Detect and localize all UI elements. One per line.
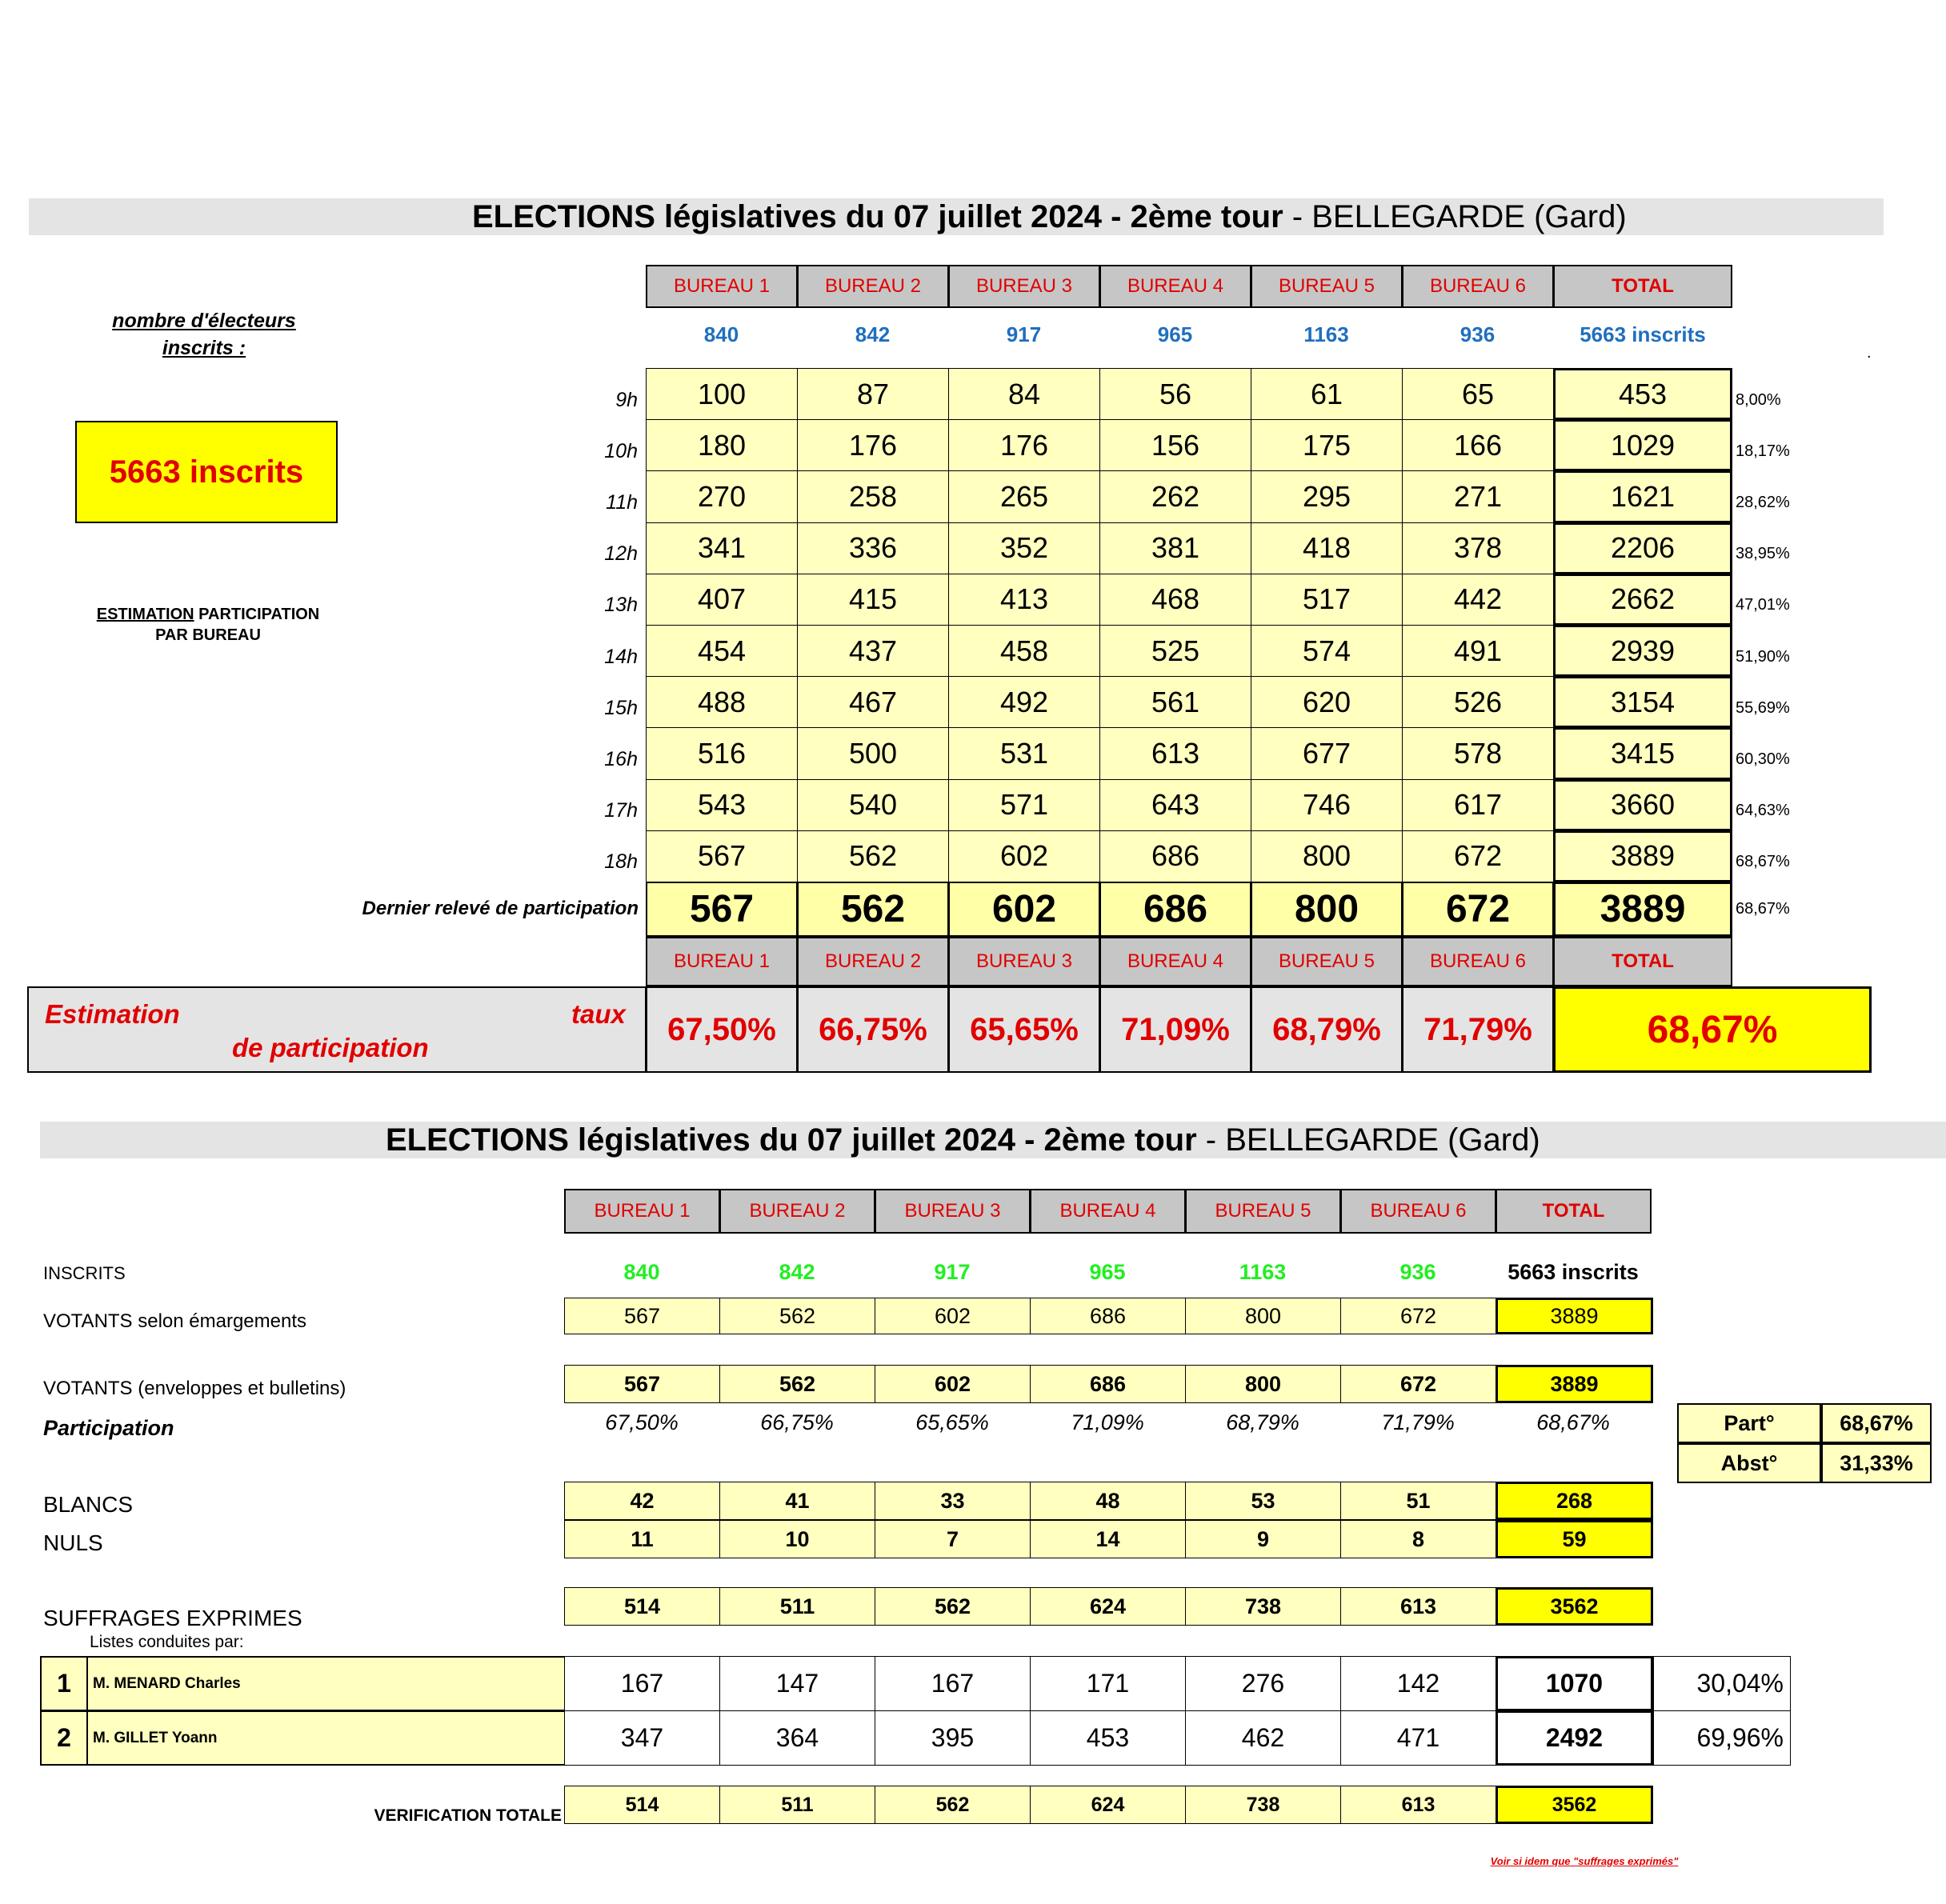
top-hour-cell: 61 bbox=[1251, 368, 1403, 420]
bottom-title bbox=[386, 1120, 1540, 1160]
participation-cell: 67,50% bbox=[605, 1410, 679, 1434]
last-reading-pct: 68,67% bbox=[1736, 900, 1790, 918]
top-header-bureau-1: BUREAU 1 bbox=[646, 265, 798, 308]
top-hour-pct: 60,30% bbox=[1736, 750, 1790, 768]
participation-cell: 66,75% bbox=[760, 1410, 834, 1434]
bottom-header-total: TOTAL bbox=[1496, 1189, 1652, 1234]
taux-cell: 65,65% bbox=[948, 986, 1100, 1073]
candidate-cell: 147 bbox=[719, 1656, 875, 1711]
top-hour-total: 1621 bbox=[1553, 470, 1732, 522]
top-header-bureau-4: BUREAU 4 bbox=[1099, 265, 1251, 308]
top-hour-cell: 458 bbox=[948, 625, 1100, 677]
last-reading-cell: 602 bbox=[948, 882, 1100, 937]
votants_em-cell: 562 bbox=[719, 1298, 875, 1334]
suffrages-label: SUFFRAGES EXPRIMES bbox=[43, 1606, 302, 1630]
votants-emargements-label: VOTANTS selon émargements bbox=[43, 1310, 307, 1332]
last-reading-label: Dernier relevé de participation bbox=[362, 898, 639, 919]
top-hour-cell: 643 bbox=[1099, 779, 1251, 831]
top-hour-label: 18h bbox=[604, 850, 638, 874]
nuls-cell: 8 bbox=[1340, 1520, 1496, 1558]
top-hour-cell: 574 bbox=[1251, 625, 1403, 677]
suffrages-cell: 514 bbox=[564, 1587, 720, 1626]
votants_em-cell: 602 bbox=[875, 1298, 1031, 1334]
candidate-cell: 142 bbox=[1340, 1656, 1496, 1711]
last-reading-cell: 686 bbox=[1099, 882, 1251, 937]
abst-value: 31,33% bbox=[1821, 1443, 1932, 1483]
top-inscrits-bureau-1: 840 bbox=[703, 322, 739, 346]
top-hour-cell: 672 bbox=[1402, 830, 1554, 882]
bottom-inscrits-cell: 1163 bbox=[1239, 1259, 1287, 1284]
top-hour-cell: 488 bbox=[646, 676, 798, 728]
nuls-label: NULS bbox=[43, 1530, 103, 1555]
suffrages-cell: 511 bbox=[719, 1587, 875, 1626]
votants_env-cell: 602 bbox=[875, 1365, 1031, 1403]
taux-cell: 71,09% bbox=[1099, 986, 1251, 1073]
top-hour-cell: 468 bbox=[1099, 574, 1251, 626]
top-hour-total: 3889 bbox=[1553, 830, 1732, 882]
top-hour-cell: 500 bbox=[797, 727, 949, 779]
top-hour-cell: 677 bbox=[1251, 727, 1403, 779]
verification-cell: 738 bbox=[1185, 1786, 1341, 1824]
blancs-total: 268 bbox=[1496, 1482, 1653, 1520]
top-hour-label: 16h bbox=[604, 747, 638, 770]
top-hour-total: 453 bbox=[1553, 368, 1732, 420]
top-footer-header-bureau-1: BUREAU 1 bbox=[646, 937, 798, 986]
top-hour-cell: 378 bbox=[1402, 522, 1554, 574]
candidate-total: 1070 bbox=[1496, 1656, 1653, 1711]
nuls-cell: 10 bbox=[719, 1520, 875, 1558]
participation-cell: 65,65% bbox=[915, 1410, 989, 1434]
suffrages-cell: 613 bbox=[1340, 1587, 1496, 1626]
part-value: 68,67% bbox=[1821, 1403, 1932, 1443]
top-inscrits-bureau-6: 936 bbox=[1460, 322, 1496, 346]
participation-cell: 71,09% bbox=[1071, 1410, 1144, 1434]
top-hour-total: 2939 bbox=[1553, 625, 1732, 677]
last-reading-cell: 672 bbox=[1402, 882, 1554, 937]
top-hour-cell: 295 bbox=[1251, 470, 1403, 522]
suffrages-cell: 562 bbox=[875, 1587, 1031, 1626]
top-hour-cell: 492 bbox=[948, 676, 1100, 728]
candidate-cell: 167 bbox=[875, 1656, 1031, 1711]
top-hour-cell: 65 bbox=[1402, 368, 1554, 420]
bottom-title-place: - BELLEGARDE (Gard) bbox=[1196, 1122, 1540, 1158]
top-inscrits-bureau-4: 965 bbox=[1157, 322, 1193, 346]
verification-cell: 624 bbox=[1030, 1786, 1186, 1824]
top-hour-cell: 567 bbox=[646, 830, 798, 882]
top-hour-total: 3415 bbox=[1553, 727, 1732, 779]
votants_env-cell: 567 bbox=[564, 1365, 720, 1403]
top-hour-cell: 84 bbox=[948, 368, 1100, 420]
top-hour-cell: 602 bbox=[948, 830, 1100, 882]
top-hour-total: 3154 bbox=[1553, 676, 1732, 728]
top-hour-cell: 413 bbox=[948, 574, 1100, 626]
taux-label-de-participation: de participation bbox=[232, 1033, 429, 1062]
votants_em-cell: 800 bbox=[1185, 1298, 1341, 1334]
votants_env-cell: 562 bbox=[719, 1365, 875, 1403]
top-footer-header-bureau-3: BUREAU 3 bbox=[948, 937, 1100, 986]
bottom-header-bureau-4: BUREAU 4 bbox=[1030, 1189, 1186, 1234]
top-hour-cell: 442 bbox=[1402, 574, 1554, 626]
top-hour-pct: 68,67% bbox=[1736, 853, 1790, 871]
taux-label-estimation: Estimation bbox=[45, 999, 180, 1029]
top-hour-pct: 8,00% bbox=[1736, 390, 1781, 409]
blancs-cell: 33 bbox=[875, 1482, 1031, 1520]
bottom-inscrits-cell: 936 bbox=[1399, 1259, 1436, 1284]
last-reading-cell: 800 bbox=[1251, 882, 1403, 937]
top-hour-cell: 180 bbox=[646, 419, 798, 471]
top-hour-cell: 578 bbox=[1402, 727, 1554, 779]
nuls-total: 59 bbox=[1496, 1520, 1653, 1558]
top-hour-cell: 516 bbox=[646, 727, 798, 779]
top-hour-cell: 467 bbox=[797, 676, 949, 728]
candidate-number: 2 bbox=[40, 1710, 88, 1766]
verification-cell: 511 bbox=[719, 1786, 875, 1824]
bottom-header-bureau-2: BUREAU 2 bbox=[719, 1189, 875, 1234]
bottom-inscrits-total: 5663 inscrits bbox=[1508, 1259, 1639, 1284]
top-header-bureau-6: BUREAU 6 bbox=[1402, 265, 1554, 308]
verification-label: VERIFICATION TOTALE bbox=[374, 1806, 562, 1825]
top-hour-cell: 686 bbox=[1099, 830, 1251, 882]
bottom-inscrits-cell: 917 bbox=[934, 1259, 971, 1284]
votants_em-cell: 567 bbox=[564, 1298, 720, 1334]
top-hour-cell: 176 bbox=[797, 419, 949, 471]
candidate-pct: 69,96% bbox=[1653, 1710, 1791, 1766]
top-hour-cell: 415 bbox=[797, 574, 949, 626]
taux-label-taux: taux bbox=[571, 999, 626, 1029]
top-footer-header-bureau-5: BUREAU 5 bbox=[1251, 937, 1403, 986]
last-reading-total: 3889 bbox=[1553, 882, 1732, 937]
top-hour-cell: 525 bbox=[1099, 625, 1251, 677]
blancs-cell: 53 bbox=[1185, 1482, 1341, 1520]
top-hour-cell: 746 bbox=[1251, 779, 1403, 831]
top-hour-cell: 571 bbox=[948, 779, 1100, 831]
top-hour-cell: 262 bbox=[1099, 470, 1251, 522]
verification-cell: 613 bbox=[1340, 1786, 1496, 1824]
blancs-cell: 48 bbox=[1030, 1482, 1186, 1520]
top-inscrits-total: 5663 inscrits bbox=[1580, 322, 1706, 346]
nuls-cell: 9 bbox=[1185, 1520, 1341, 1558]
nuls-cell: 7 bbox=[875, 1520, 1031, 1558]
candidate-cell: 167 bbox=[564, 1656, 720, 1711]
votants_em-cell: 672 bbox=[1340, 1298, 1496, 1334]
candidate-name: M. MENARD Charles bbox=[86, 1656, 566, 1711]
participation-total: 68,67% bbox=[1536, 1410, 1610, 1434]
top-hour-label: 12h bbox=[604, 542, 638, 566]
top-hour-label: 17h bbox=[604, 799, 638, 822]
top-title-place: - BELLEGARDE (Gard) bbox=[1283, 199, 1627, 234]
blancs-cell: 42 bbox=[564, 1482, 720, 1520]
candidate-cell: 276 bbox=[1185, 1656, 1341, 1711]
top-hour-cell: 800 bbox=[1251, 830, 1403, 882]
candidate-cell: 453 bbox=[1030, 1710, 1186, 1766]
top-inscrits-bureau-5: 1163 bbox=[1303, 322, 1349, 346]
votants_env-cell: 672 bbox=[1340, 1365, 1496, 1403]
estimation-note-rest: PARTICIPATION bbox=[194, 606, 320, 623]
top-hour-cell: 265 bbox=[948, 470, 1100, 522]
top-hour-cell: 166 bbox=[1402, 419, 1554, 471]
suffrages-cell: 624 bbox=[1030, 1587, 1186, 1626]
top-title bbox=[472, 197, 1627, 237]
estimation-note bbox=[48, 604, 368, 646]
top-hour-cell: 437 bbox=[797, 625, 949, 677]
inscrits-label: INSCRITS bbox=[43, 1263, 126, 1283]
top-header-bureau-3: BUREAU 3 bbox=[948, 265, 1100, 308]
suffrages-cell: 738 bbox=[1185, 1587, 1341, 1626]
top-inscrits-bureau-3: 917 bbox=[1006, 322, 1042, 346]
top-hour-cell: 620 bbox=[1251, 676, 1403, 728]
estimation-note-word: ESTIMATION bbox=[96, 606, 194, 623]
verification-cell: 562 bbox=[875, 1786, 1031, 1824]
top-hour-cell: 543 bbox=[646, 779, 798, 831]
top-hour-cell: 271 bbox=[1402, 470, 1554, 522]
bottom-inscrits-cell: 842 bbox=[779, 1259, 815, 1284]
taux-label-box bbox=[27, 986, 647, 1073]
top-hour-cell: 562 bbox=[797, 830, 949, 882]
bottom-inscrits-cell: 840 bbox=[623, 1259, 660, 1284]
top-hour-total: 1029 bbox=[1553, 419, 1732, 471]
taux-cell: 67,50% bbox=[646, 986, 798, 1073]
top-hour-total: 3660 bbox=[1553, 779, 1732, 831]
top-hour-cell: 100 bbox=[646, 368, 798, 420]
top-hour-pct: 64,63% bbox=[1736, 802, 1790, 820]
top-hour-label: 13h bbox=[604, 594, 638, 617]
nuls-cell: 11 bbox=[564, 1520, 720, 1558]
top-hour-cell: 270 bbox=[646, 470, 798, 522]
top-title-main: ELECTIONS législatives du 07 juillet 2024 - 2ème tour bbox=[472, 199, 1283, 234]
top-hour-cell: 87 bbox=[797, 368, 949, 420]
bottom-header-bureau-1: BUREAU 1 bbox=[564, 1189, 720, 1234]
top-hour-cell: 156 bbox=[1099, 419, 1251, 471]
candidate-name: M. GILLET Yoann bbox=[86, 1710, 566, 1766]
top-hour-cell: 407 bbox=[646, 574, 798, 626]
top-hour-cell: 526 bbox=[1402, 676, 1554, 728]
top-hour-cell: 176 bbox=[948, 419, 1100, 471]
top-hour-pct: 18,17% bbox=[1736, 442, 1790, 460]
top-hour-cell: 491 bbox=[1402, 625, 1554, 677]
top-hour-label: 9h bbox=[615, 388, 638, 411]
last-reading-cell: 562 bbox=[797, 882, 949, 937]
bottom-header-bureau-3: BUREAU 3 bbox=[875, 1189, 1031, 1234]
top-hour-pct: 47,01% bbox=[1736, 596, 1790, 614]
top-hour-cell: 341 bbox=[646, 522, 798, 574]
participation-label: Participation bbox=[43, 1415, 174, 1440]
abst-label: Abst° bbox=[1677, 1443, 1821, 1483]
top-hour-cell: 352 bbox=[948, 522, 1100, 574]
votants_em-cell: 686 bbox=[1030, 1298, 1186, 1334]
part-label: Part° bbox=[1677, 1403, 1821, 1443]
candidate-cell: 462 bbox=[1185, 1710, 1341, 1766]
top-header-bureau-5: BUREAU 5 bbox=[1251, 265, 1403, 308]
candidate-pct: 30,04% bbox=[1653, 1656, 1791, 1711]
top-hour-cell: 561 bbox=[1099, 676, 1251, 728]
candidate-cell: 171 bbox=[1030, 1656, 1186, 1711]
top-hour-label: 11h bbox=[606, 490, 638, 514]
taux-total: 68,67% bbox=[1553, 986, 1872, 1073]
top-hour-total: 2206 bbox=[1553, 522, 1732, 574]
top-header-bureau-2: BUREAU 2 bbox=[797, 265, 949, 308]
candidate-cell: 471 bbox=[1340, 1710, 1496, 1766]
top-header-total: TOTAL bbox=[1553, 265, 1732, 308]
top-hour-cell: 531 bbox=[948, 727, 1100, 779]
top-hour-cell: 258 bbox=[797, 470, 949, 522]
top-inscrits-bureau-2: 842 bbox=[855, 322, 891, 346]
participation-cell: 71,79% bbox=[1381, 1410, 1455, 1434]
top-hour-pct: 28,62% bbox=[1736, 493, 1790, 511]
taux-cell: 68,79% bbox=[1251, 986, 1403, 1073]
top-hour-cell: 418 bbox=[1251, 522, 1403, 574]
verification-total: 3562 bbox=[1496, 1786, 1653, 1824]
suffrages-total: 3562 bbox=[1496, 1587, 1653, 1626]
bottom-title-main: ELECTIONS législatives du 07 juillet 2024 - 2ème tour bbox=[386, 1122, 1197, 1158]
bottom-header-bureau-6: BUREAU 6 bbox=[1340, 1189, 1496, 1234]
top-hour-pct: 38,95% bbox=[1736, 545, 1790, 563]
blancs-cell: 41 bbox=[719, 1482, 875, 1520]
top-hour-cell: 540 bbox=[797, 779, 949, 831]
top-hour-cell: 175 bbox=[1251, 419, 1403, 471]
listes-label: Listes conduites par: bbox=[90, 1633, 244, 1651]
top-hour-label: 14h bbox=[604, 645, 638, 668]
votants_env-cell: 686 bbox=[1030, 1365, 1186, 1403]
candidate-cell: 395 bbox=[875, 1710, 1031, 1766]
top-hour-cell: 56 bbox=[1099, 368, 1251, 420]
nuls-cell: 14 bbox=[1030, 1520, 1186, 1558]
inscrits-box: 5663 inscrits bbox=[75, 421, 338, 523]
top-hour-cell: 381 bbox=[1099, 522, 1251, 574]
estimation-note-line2: PAR BUREAU bbox=[155, 626, 261, 644]
top-hour-cell: 613 bbox=[1099, 727, 1251, 779]
votants_env-total: 3889 bbox=[1496, 1365, 1653, 1403]
top-hour-label: 15h bbox=[604, 696, 638, 719]
taux-cell: 71,79% bbox=[1402, 986, 1554, 1073]
taux-cell: 66,75% bbox=[797, 986, 949, 1073]
participation-cell: 68,79% bbox=[1226, 1410, 1299, 1434]
candidate-cell: 347 bbox=[564, 1710, 720, 1766]
top-hour-label: 10h bbox=[604, 439, 638, 462]
top-hour-cell: 517 bbox=[1251, 574, 1403, 626]
top-hour-cell: 336 bbox=[797, 522, 949, 574]
votants_em-total: 3889 bbox=[1496, 1298, 1653, 1334]
top-hour-pct: 55,69% bbox=[1736, 698, 1790, 717]
bottom-header-bureau-5: BUREAU 5 bbox=[1185, 1189, 1341, 1234]
last-reading-cell: 567 bbox=[646, 882, 798, 937]
electeurs-label: nombre d'électeurs inscrits : bbox=[112, 310, 296, 359]
candidate-total: 2492 bbox=[1496, 1710, 1653, 1766]
votants_env-cell: 800 bbox=[1185, 1365, 1341, 1403]
top-hour-pct: 51,90% bbox=[1736, 647, 1790, 666]
top-footer-header-total: TOTAL bbox=[1553, 937, 1732, 986]
stray-dot: . bbox=[1867, 344, 1872, 362]
blancs-label: BLANCS bbox=[43, 1492, 134, 1517]
bottom-inscrits-cell: 965 bbox=[1089, 1259, 1126, 1284]
blancs-cell: 51 bbox=[1340, 1482, 1496, 1520]
top-footer-header-bureau-4: BUREAU 4 bbox=[1099, 937, 1251, 986]
candidate-number: 1 bbox=[40, 1656, 88, 1711]
top-footer-header-bureau-2: BUREAU 2 bbox=[797, 937, 949, 986]
top-hour-cell: 454 bbox=[646, 625, 798, 677]
verification-note: Voir si idem que "suffrages exprimés" bbox=[1490, 1854, 1679, 1867]
candidate-cell: 364 bbox=[719, 1710, 875, 1766]
top-footer-header-bureau-6: BUREAU 6 bbox=[1402, 937, 1554, 986]
verification-cell: 514 bbox=[564, 1786, 720, 1824]
top-hour-cell: 617 bbox=[1402, 779, 1554, 831]
top-hour-total: 2662 bbox=[1553, 574, 1732, 626]
votants-enveloppes-label: VOTANTS (enveloppes et bulletins) bbox=[43, 1378, 346, 1399]
